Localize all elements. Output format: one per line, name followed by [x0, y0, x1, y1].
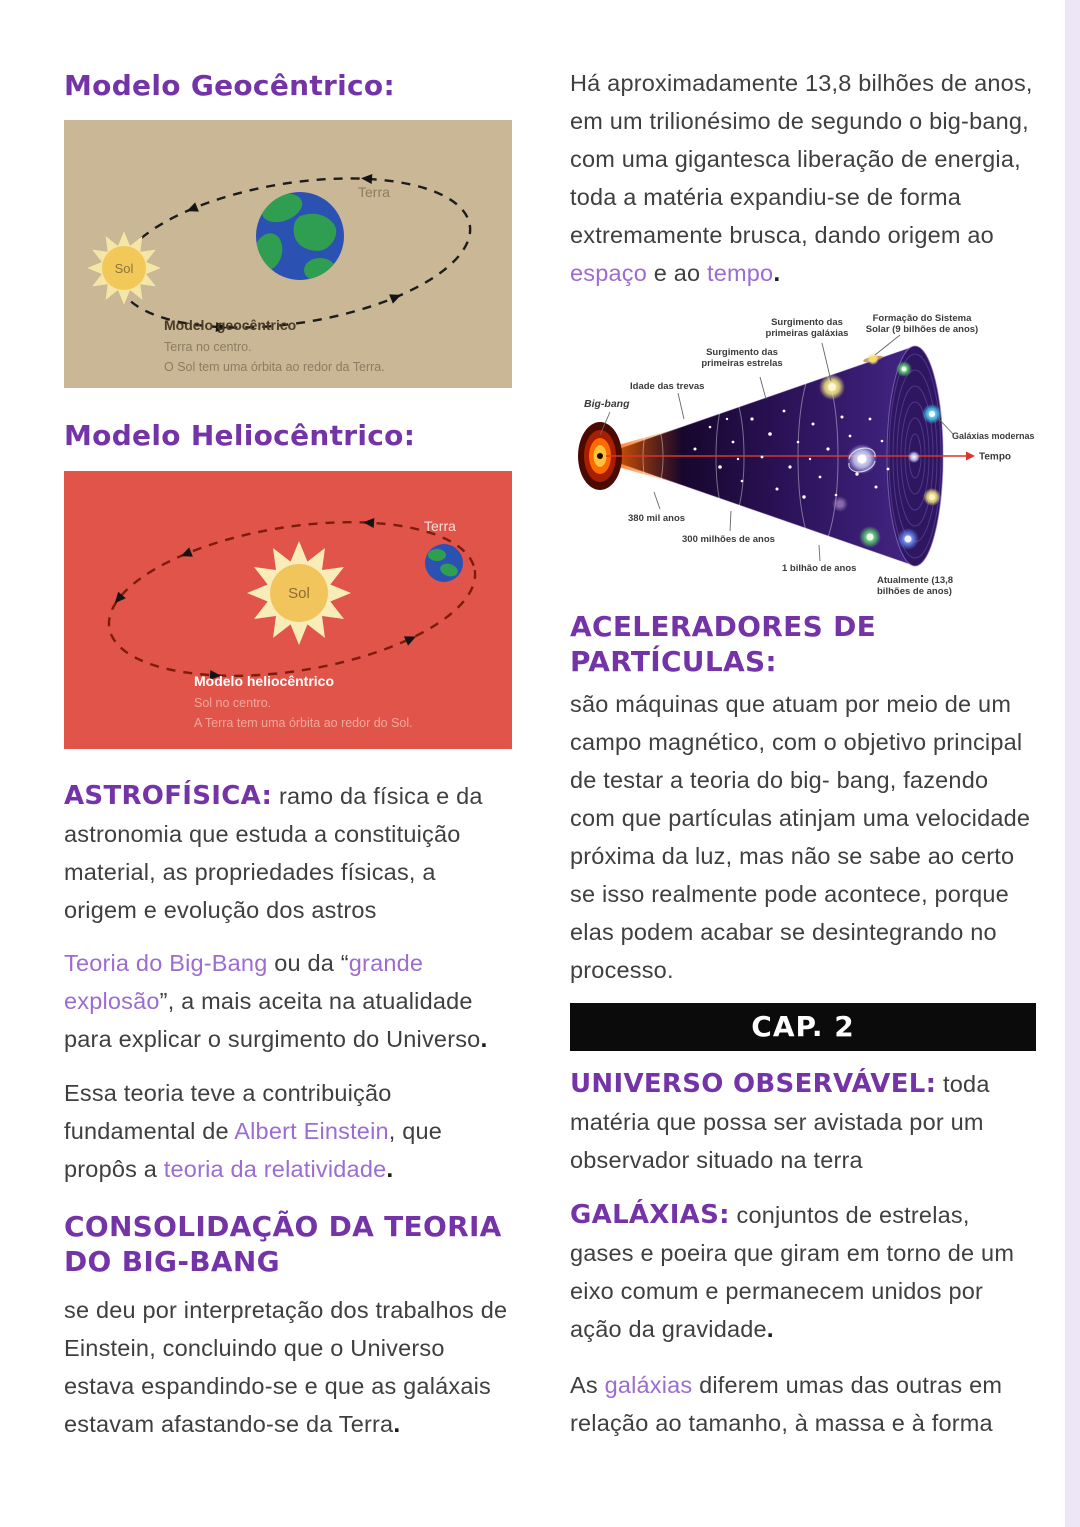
term-teoria-da-relatividade: teoria da relatividade — [163, 1156, 387, 1182]
geo-caption-line1: Terra no centro. — [164, 340, 252, 354]
label-primeiras-estrelas-l2: primeiras estrelas — [701, 358, 783, 369]
label-primeiras-galaxias-l2: primeiras galáxias — [765, 328, 849, 339]
label-atualmente-l2: bilhões de anos) — [877, 586, 952, 597]
helio-sun-label: Sol — [288, 585, 310, 602]
label-idade-das-trevas: Idade das trevas — [630, 381, 705, 392]
heading-consolidacao: CONSOLIDAÇÃO DA TEORIA DO BIG-BANG — [64, 1210, 502, 1278]
geo-caption-line2: O Sol tem uma órbita ao redor da Terra. — [164, 360, 385, 374]
text-run: ramo da física e da astronomia que estuda a constituição material, as propriedades físicas, a origem e evolução dos astros — [64, 783, 483, 923]
helio-caption-title: Modelo heliocêntrico — [194, 673, 335, 689]
left-column — [64, 0, 512, 1444]
figure-heliocentric-model — [64, 471, 512, 749]
text-run: ”, a mais aceita na atualidade para explicar o surgimento do Universo — [64, 988, 481, 1052]
text-run: ou da “ — [267, 950, 349, 976]
helio-caption-line2: A Terra tem uma órbita ao redor do Sol. — [194, 716, 413, 730]
geo-earth-label: Terra — [358, 184, 390, 200]
earth-icon — [425, 544, 463, 582]
right-column — [570, 0, 1036, 1442]
term-galaxias: GALÁXIAS: — [570, 1200, 730, 1230]
term-albert-einstein: Albert Einstein — [234, 1118, 389, 1144]
label-1-bilhao-anos: 1 bilhão de anos — [782, 563, 857, 574]
label-300-milhoes-anos: 300 milhões de anos — [682, 534, 775, 545]
geo-caption-title: Modelo geocêntrico — [164, 317, 297, 333]
text-run: diferem umas das outras em relação ao tamanho, à massa e à forma — [570, 1372, 1003, 1436]
figure-bigbang-timeline — [570, 299, 1036, 599]
label-atualmente-l1: Atualmente (13,8 — [877, 575, 954, 586]
text-run: Há aproximadamente 13,8 bilhões de anos, em um trilionésimo de segundo o big-bang, com uma gigantesca liberação de energia, toda a matéria expandiu-se de forma extremamente brusca, dando origem ao — [570, 70, 1033, 248]
text-run: e ao — [646, 260, 707, 286]
label-sistema-solar-l1: Formação do Sistema — [872, 313, 972, 324]
label-galaxias-modernas: Galáxias modernas — [952, 431, 1035, 441]
term-grande-explosao: grande explosão — [64, 950, 424, 1014]
text-run: se deu por interpretação dos trabalhos de Einstein, concluindo que o Universo estava espandindo-se e que as galáxais estavam afastando-se da Terra — [64, 1297, 508, 1437]
paragraph-intro-bigbang — [570, 64, 1036, 293]
term-teoria-do-big-bang: Teoria do Big-Bang — [64, 950, 268, 976]
paragraph-as-galaxias — [570, 1366, 1036, 1442]
paragraph-universo-observavel — [570, 1065, 1036, 1179]
term-universo-observavel: UNIVERSO OBSERVÁVEL: — [570, 1069, 937, 1099]
page-edge-stripe — [1065, 0, 1080, 1527]
text-run: As — [570, 1372, 605, 1398]
label-big-bang: Big-bang — [584, 398, 630, 410]
label-primeiras-estrelas-l1: Surgimento das — [706, 347, 778, 358]
figure-geocentric-model — [64, 120, 512, 388]
paragraph-galaxias — [570, 1196, 1036, 1349]
text-run: são máquinas que atuam por meio de um campo magnético, com o objetivo principal de testar a teoria do big- bang, fazendo com que partículas atinjam uma velocidade próxima da luz, mas não se sabe ao certo se isso realmente pode acontece, porque elas podem acabar se desintegrando no processo. — [570, 691, 1031, 983]
text-run: toda matéria que possa ser avistada por um observador situado na terra — [570, 1071, 990, 1173]
end-dot: . — [393, 1411, 401, 1438]
text-run: conjuntos de estrelas, gases e poeira que giram em torno de um eixo comum e permanecem unidos por ação da gravidade — [570, 1202, 1015, 1342]
paragraph-essa-teoria — [64, 1074, 512, 1189]
chapter-2-banner: CAP. 2 — [570, 1003, 1036, 1051]
paragraph-consolidacao — [64, 1291, 512, 1444]
end-dot: . — [773, 260, 781, 287]
label-sistema-solar-l2: Solar (9 bilhões de anos) — [865, 324, 979, 335]
text-run: , que propôs a — [64, 1118, 443, 1182]
end-dot: . — [386, 1156, 394, 1183]
paragraph-teoria-bigbang — [64, 944, 512, 1059]
label-primeiras-galaxias-l1: Surgimento das — [771, 317, 843, 328]
heading-aceleradores: ACELERADORES DE PARTÍCULAS: — [570, 610, 877, 678]
heading-modelo-geocentrico: Modelo Geocêntrico: — [64, 69, 395, 102]
paragraph-aceleradores — [570, 685, 1036, 989]
term-astrofisica: ASTROFÍSICA: — [64, 781, 273, 811]
term-espaco: espaço — [570, 260, 647, 286]
helio-caption-line1: Sol no centro. — [194, 696, 272, 710]
end-dot: . — [766, 1316, 774, 1343]
term-tempo: tempo — [706, 260, 774, 286]
geo-sun-label: Sol — [114, 261, 134, 276]
label-tempo: Tempo — [979, 451, 1012, 463]
text-run: Essa teoria teve a contribuição fundamental de — [64, 1080, 392, 1144]
helio-earth-label: Terra — [424, 518, 456, 534]
heading-modelo-heliocentrico: Modelo Heliocêntrico: — [64, 419, 416, 452]
end-dot: . — [480, 1026, 488, 1053]
label-380-mil-anos: 380 mil anos — [628, 513, 686, 524]
paragraph-astrofisica — [64, 777, 512, 929]
term-galaxias-inline: galáxias — [604, 1372, 693, 1398]
